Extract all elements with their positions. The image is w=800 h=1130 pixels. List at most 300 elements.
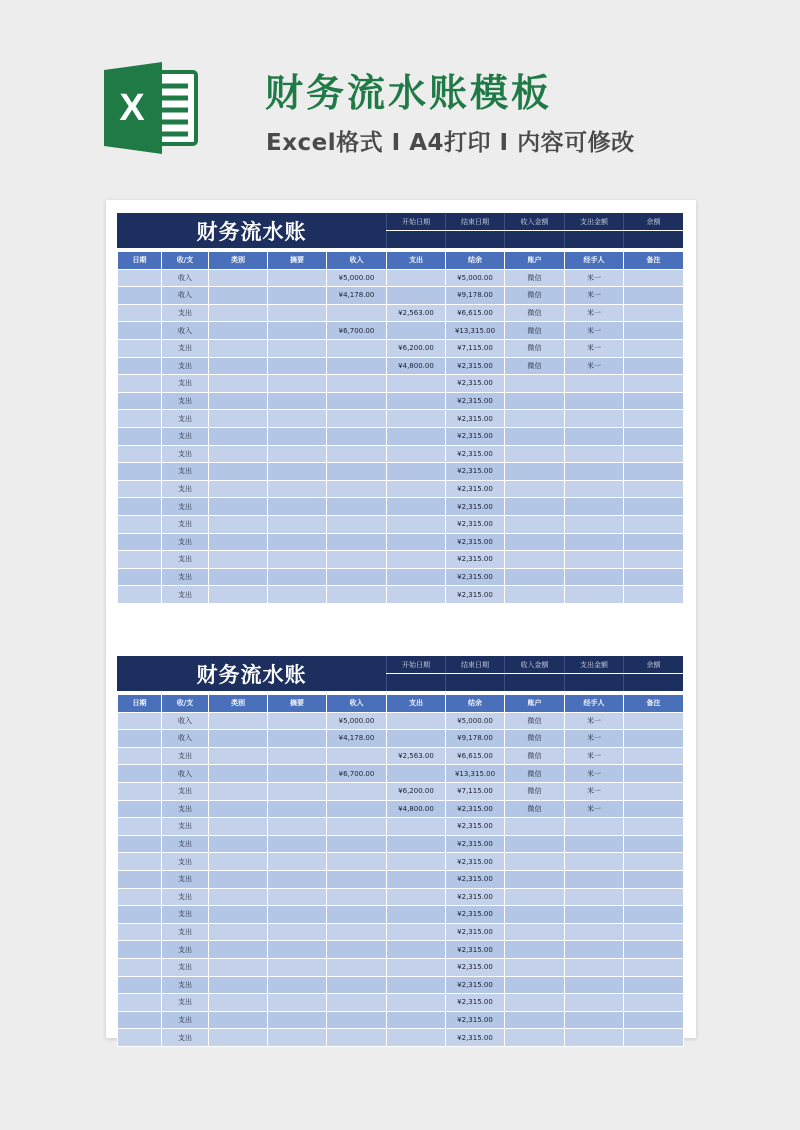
cell-handler[interactable] — [565, 976, 624, 994]
cell-summary[interactable] — [268, 782, 327, 800]
cell-type[interactable]: 支出 — [162, 357, 209, 375]
cell-account[interactable] — [505, 498, 565, 516]
cell-category[interactable] — [209, 287, 268, 305]
cell-handler[interactable] — [565, 818, 624, 836]
cell-expense[interactable] — [387, 480, 446, 498]
cell-income[interactable] — [327, 568, 387, 586]
cell-type[interactable]: 支出 — [162, 551, 209, 569]
cell-summary[interactable] — [268, 304, 327, 322]
cell-remark[interactable] — [624, 1029, 684, 1047]
cell-summary[interactable] — [268, 765, 327, 783]
cell-expense[interactable]: ¥6,200.00 — [387, 339, 446, 357]
cell-account[interactable] — [505, 445, 565, 463]
cell-summary[interactable] — [268, 818, 327, 836]
cell-balance[interactable]: ¥13,315.00 — [446, 765, 505, 783]
cell-handler[interactable] — [565, 923, 624, 941]
cell-category[interactable] — [209, 498, 268, 516]
cell-summary[interactable] — [268, 994, 327, 1012]
cell-account[interactable] — [505, 568, 565, 586]
cell-handler[interactable] — [565, 515, 624, 533]
cell-summary[interactable] — [268, 1011, 327, 1029]
cell-income[interactable] — [327, 375, 387, 393]
cell-remark[interactable] — [624, 976, 684, 994]
cell-balance[interactable]: ¥2,315.00 — [446, 498, 505, 516]
cell-handler[interactable] — [565, 427, 624, 445]
cell-date[interactable] — [118, 410, 162, 428]
cell-remark[interactable] — [624, 269, 684, 287]
cell-date[interactable] — [118, 730, 162, 748]
cell-type[interactable]: 支出 — [162, 800, 209, 818]
cell-expense[interactable] — [387, 410, 446, 428]
cell-date[interactable] — [118, 304, 162, 322]
cell-account[interactable]: 微信 — [505, 800, 565, 818]
cell-category[interactable] — [209, 765, 268, 783]
cell-remark[interactable] — [624, 712, 684, 730]
cell-balance[interactable]: ¥2,315.00 — [446, 800, 505, 818]
cell-account[interactable]: 微信 — [505, 730, 565, 748]
cell-income[interactable]: ¥5,000.00 — [327, 712, 387, 730]
cell-account[interactable] — [505, 906, 565, 924]
summary-value[interactable] — [445, 231, 504, 248]
cell-income[interactable]: ¥6,700.00 — [327, 322, 387, 340]
cell-balance[interactable]: ¥2,315.00 — [446, 941, 505, 959]
cell-handler[interactable]: 米一 — [565, 800, 624, 818]
cell-summary[interactable] — [268, 287, 327, 305]
cell-type[interactable]: 支出 — [162, 410, 209, 428]
cell-expense[interactable] — [387, 568, 446, 586]
cell-handler[interactable]: 米一 — [565, 712, 624, 730]
cell-account[interactable] — [505, 870, 565, 888]
cell-expense[interactable] — [387, 835, 446, 853]
cell-date[interactable] — [118, 586, 162, 604]
cell-balance[interactable]: ¥5,000.00 — [446, 712, 505, 730]
cell-type[interactable]: 支出 — [162, 1029, 209, 1047]
cell-balance[interactable]: ¥9,178.00 — [446, 730, 505, 748]
cell-account[interactable] — [505, 533, 565, 551]
cell-summary[interactable] — [268, 410, 327, 428]
cell-date[interactable] — [118, 551, 162, 569]
cell-date[interactable] — [118, 1029, 162, 1047]
cell-account[interactable] — [505, 1029, 565, 1047]
cell-expense[interactable] — [387, 392, 446, 410]
cell-income[interactable] — [327, 906, 387, 924]
cell-summary[interactable] — [268, 712, 327, 730]
cell-income[interactable] — [327, 976, 387, 994]
cell-date[interactable] — [118, 445, 162, 463]
cell-account[interactable] — [505, 976, 565, 994]
cell-account[interactable]: 微信 — [505, 765, 565, 783]
cell-expense[interactable] — [387, 870, 446, 888]
cell-income[interactable] — [327, 304, 387, 322]
cell-handler[interactable] — [565, 551, 624, 569]
cell-summary[interactable] — [268, 730, 327, 748]
cell-summary[interactable] — [268, 463, 327, 481]
cell-handler[interactable] — [565, 1011, 624, 1029]
cell-handler[interactable] — [565, 463, 624, 481]
cell-remark[interactable] — [624, 322, 684, 340]
cell-remark[interactable] — [624, 994, 684, 1012]
cell-summary[interactable] — [268, 1029, 327, 1047]
cell-type[interactable]: 支出 — [162, 498, 209, 516]
cell-handler[interactable]: 米一 — [565, 322, 624, 340]
cell-handler[interactable] — [565, 392, 624, 410]
cell-date[interactable] — [118, 941, 162, 959]
cell-type[interactable]: 收入 — [162, 322, 209, 340]
cell-account[interactable]: 微信 — [505, 747, 565, 765]
cell-handler[interactable] — [565, 994, 624, 1012]
summary-value[interactable] — [623, 231, 683, 248]
cell-expense[interactable] — [387, 375, 446, 393]
cell-remark[interactable] — [624, 375, 684, 393]
cell-category[interactable] — [209, 906, 268, 924]
cell-date[interactable] — [118, 375, 162, 393]
cell-type[interactable]: 支出 — [162, 782, 209, 800]
cell-type[interactable]: 支出 — [162, 870, 209, 888]
cell-handler[interactable] — [565, 498, 624, 516]
cell-balance[interactable]: ¥2,315.00 — [446, 357, 505, 375]
cell-balance[interactable]: ¥2,315.00 — [446, 480, 505, 498]
cell-type[interactable]: 收入 — [162, 765, 209, 783]
cell-income[interactable] — [327, 923, 387, 941]
cell-expense[interactable] — [387, 463, 446, 481]
cell-income[interactable] — [327, 994, 387, 1012]
cell-account[interactable]: 微信 — [505, 287, 565, 305]
cell-handler[interactable] — [565, 906, 624, 924]
cell-remark[interactable] — [624, 392, 684, 410]
cell-summary[interactable] — [268, 941, 327, 959]
cell-income[interactable] — [327, 480, 387, 498]
cell-balance[interactable]: ¥2,315.00 — [446, 1029, 505, 1047]
cell-handler[interactable]: 米一 — [565, 765, 624, 783]
cell-balance[interactable]: ¥2,315.00 — [446, 870, 505, 888]
cell-date[interactable] — [118, 835, 162, 853]
cell-handler[interactable]: 米一 — [565, 287, 624, 305]
cell-expense[interactable] — [387, 994, 446, 1012]
cell-income[interactable]: ¥6,700.00 — [327, 765, 387, 783]
cell-expense[interactable] — [387, 498, 446, 516]
cell-income[interactable] — [327, 427, 387, 445]
cell-handler[interactable] — [565, 445, 624, 463]
summary-value[interactable] — [504, 674, 564, 691]
cell-balance[interactable]: ¥2,315.00 — [446, 551, 505, 569]
cell-income[interactable] — [327, 782, 387, 800]
cell-remark[interactable] — [624, 923, 684, 941]
cell-account[interactable] — [505, 375, 565, 393]
cell-date[interactable] — [118, 427, 162, 445]
cell-remark[interactable] — [624, 287, 684, 305]
cell-account[interactable] — [505, 888, 565, 906]
cell-category[interactable] — [209, 322, 268, 340]
cell-summary[interactable] — [268, 800, 327, 818]
cell-date[interactable] — [118, 287, 162, 305]
cell-summary[interactable] — [268, 480, 327, 498]
cell-account[interactable] — [505, 923, 565, 941]
cell-date[interactable] — [118, 515, 162, 533]
cell-balance[interactable]: ¥2,315.00 — [446, 463, 505, 481]
cell-type[interactable]: 支出 — [162, 818, 209, 836]
cell-summary[interactable] — [268, 445, 327, 463]
cell-remark[interactable] — [624, 551, 684, 569]
cell-income[interactable] — [327, 958, 387, 976]
cell-type[interactable]: 支出 — [162, 958, 209, 976]
cell-expense[interactable]: ¥2,563.00 — [387, 747, 446, 765]
cell-handler[interactable]: 米一 — [565, 304, 624, 322]
cell-category[interactable] — [209, 533, 268, 551]
cell-expense[interactable] — [387, 586, 446, 604]
cell-summary[interactable] — [268, 551, 327, 569]
cell-handler[interactable]: 米一 — [565, 339, 624, 357]
cell-expense[interactable]: ¥6,200.00 — [387, 782, 446, 800]
cell-category[interactable] — [209, 941, 268, 959]
cell-account[interactable]: 微信 — [505, 782, 565, 800]
cell-date[interactable] — [118, 533, 162, 551]
cell-balance[interactable]: ¥2,315.00 — [446, 835, 505, 853]
cell-date[interactable] — [118, 782, 162, 800]
cell-category[interactable] — [209, 976, 268, 994]
cell-date[interactable] — [118, 906, 162, 924]
cell-type[interactable]: 收入 — [162, 730, 209, 748]
summary-value[interactable] — [445, 674, 504, 691]
cell-expense[interactable] — [387, 765, 446, 783]
cell-balance[interactable]: ¥2,315.00 — [446, 1011, 505, 1029]
cell-expense[interactable] — [387, 551, 446, 569]
cell-income[interactable]: ¥4,178.00 — [327, 730, 387, 748]
cell-handler[interactable] — [565, 941, 624, 959]
cell-remark[interactable] — [624, 853, 684, 871]
cell-category[interactable] — [209, 304, 268, 322]
cell-balance[interactable]: ¥2,315.00 — [446, 515, 505, 533]
cell-category[interactable] — [209, 888, 268, 906]
cell-account[interactable] — [505, 941, 565, 959]
cell-category[interactable] — [209, 392, 268, 410]
cell-remark[interactable] — [624, 515, 684, 533]
cell-date[interactable] — [118, 818, 162, 836]
cell-remark[interactable] — [624, 941, 684, 959]
cell-balance[interactable]: ¥2,315.00 — [446, 976, 505, 994]
cell-handler[interactable]: 米一 — [565, 730, 624, 748]
cell-summary[interactable] — [268, 515, 327, 533]
cell-account[interactable]: 微信 — [505, 269, 565, 287]
cell-income[interactable] — [327, 586, 387, 604]
cell-expense[interactable] — [387, 1029, 446, 1047]
cell-handler[interactable] — [565, 835, 624, 853]
cell-income[interactable] — [327, 410, 387, 428]
cell-handler[interactable] — [565, 853, 624, 871]
cell-type[interactable]: 支出 — [162, 906, 209, 924]
cell-expense[interactable] — [387, 853, 446, 871]
cell-summary[interactable] — [268, 533, 327, 551]
cell-income[interactable] — [327, 870, 387, 888]
cell-income[interactable] — [327, 1029, 387, 1047]
cell-category[interactable] — [209, 445, 268, 463]
cell-type[interactable]: 支出 — [162, 853, 209, 871]
cell-remark[interactable] — [624, 747, 684, 765]
cell-income[interactable] — [327, 888, 387, 906]
cell-summary[interactable] — [268, 976, 327, 994]
cell-account[interactable] — [505, 853, 565, 871]
cell-remark[interactable] — [624, 445, 684, 463]
cell-remark[interactable] — [624, 304, 684, 322]
cell-type[interactable]: 支出 — [162, 463, 209, 481]
cell-summary[interactable] — [268, 498, 327, 516]
cell-expense[interactable] — [387, 976, 446, 994]
cell-category[interactable] — [209, 853, 268, 871]
cell-category[interactable] — [209, 269, 268, 287]
cell-balance[interactable]: ¥2,315.00 — [446, 818, 505, 836]
cell-remark[interactable] — [624, 782, 684, 800]
cell-remark[interactable] — [624, 800, 684, 818]
cell-income[interactable]: ¥5,000.00 — [327, 269, 387, 287]
cell-type[interactable]: 收入 — [162, 712, 209, 730]
cell-handler[interactable] — [565, 1029, 624, 1047]
summary-value[interactable] — [504, 231, 564, 248]
cell-remark[interactable] — [624, 410, 684, 428]
cell-remark[interactable] — [624, 533, 684, 551]
cell-date[interactable] — [118, 498, 162, 516]
cell-category[interactable] — [209, 427, 268, 445]
cell-type[interactable]: 支出 — [162, 427, 209, 445]
cell-date[interactable] — [118, 357, 162, 375]
cell-expense[interactable] — [387, 533, 446, 551]
summary-value[interactable] — [386, 674, 445, 691]
cell-expense[interactable]: ¥4,800.00 — [387, 800, 446, 818]
cell-balance[interactable]: ¥9,178.00 — [446, 287, 505, 305]
cell-remark[interactable] — [624, 498, 684, 516]
cell-date[interactable] — [118, 1011, 162, 1029]
cell-balance[interactable]: ¥2,315.00 — [446, 853, 505, 871]
cell-balance[interactable]: ¥2,315.00 — [446, 392, 505, 410]
cell-type[interactable]: 支出 — [162, 888, 209, 906]
summary-value[interactable] — [386, 231, 445, 248]
cell-category[interactable] — [209, 923, 268, 941]
cell-account[interactable]: 微信 — [505, 712, 565, 730]
cell-balance[interactable]: ¥2,315.00 — [446, 994, 505, 1012]
cell-account[interactable]: 微信 — [505, 339, 565, 357]
cell-balance[interactable]: ¥2,315.00 — [446, 427, 505, 445]
cell-account[interactable] — [505, 835, 565, 853]
summary-value[interactable] — [623, 674, 683, 691]
cell-income[interactable] — [327, 551, 387, 569]
cell-type[interactable]: 支出 — [162, 392, 209, 410]
cell-remark[interactable] — [624, 870, 684, 888]
cell-balance[interactable]: ¥7,115.00 — [446, 782, 505, 800]
cell-remark[interactable] — [624, 818, 684, 836]
summary-value[interactable] — [564, 674, 623, 691]
cell-income[interactable] — [327, 853, 387, 871]
cell-remark[interactable] — [624, 586, 684, 604]
cell-handler[interactable]: 米一 — [565, 357, 624, 375]
cell-type[interactable]: 收入 — [162, 269, 209, 287]
cell-remark[interactable] — [624, 480, 684, 498]
cell-account[interactable] — [505, 994, 565, 1012]
cell-summary[interactable] — [268, 357, 327, 375]
cell-category[interactable] — [209, 1011, 268, 1029]
cell-balance[interactable]: ¥6,615.00 — [446, 304, 505, 322]
cell-account[interactable] — [505, 515, 565, 533]
cell-category[interactable] — [209, 551, 268, 569]
cell-summary[interactable] — [268, 586, 327, 604]
cell-account[interactable] — [505, 551, 565, 569]
cell-remark[interactable] — [624, 958, 684, 976]
cell-remark[interactable] — [624, 730, 684, 748]
cell-income[interactable] — [327, 800, 387, 818]
cell-category[interactable] — [209, 800, 268, 818]
cell-type[interactable]: 支出 — [162, 375, 209, 393]
cell-category[interactable] — [209, 357, 268, 375]
cell-balance[interactable]: ¥6,615.00 — [446, 747, 505, 765]
cell-summary[interactable] — [268, 923, 327, 941]
cell-expense[interactable] — [387, 941, 446, 959]
cell-date[interactable] — [118, 958, 162, 976]
cell-type[interactable]: 支出 — [162, 835, 209, 853]
cell-handler[interactable]: 米一 — [565, 747, 624, 765]
cell-type[interactable]: 支出 — [162, 976, 209, 994]
cell-summary[interactable] — [268, 375, 327, 393]
cell-remark[interactable] — [624, 906, 684, 924]
cell-category[interactable] — [209, 463, 268, 481]
cell-summary[interactable] — [268, 958, 327, 976]
cell-expense[interactable] — [387, 287, 446, 305]
cell-balance[interactable]: ¥7,115.00 — [446, 339, 505, 357]
cell-expense[interactable] — [387, 445, 446, 463]
cell-category[interactable] — [209, 1029, 268, 1047]
cell-category[interactable] — [209, 730, 268, 748]
cell-expense[interactable] — [387, 269, 446, 287]
cell-remark[interactable] — [624, 835, 684, 853]
cell-balance[interactable]: ¥2,315.00 — [446, 410, 505, 428]
cell-date[interactable] — [118, 994, 162, 1012]
cell-income[interactable] — [327, 392, 387, 410]
cell-balance[interactable]: ¥2,315.00 — [446, 923, 505, 941]
cell-type[interactable]: 收入 — [162, 287, 209, 305]
cell-type[interactable]: 支出 — [162, 747, 209, 765]
cell-income[interactable] — [327, 498, 387, 516]
cell-balance[interactable]: ¥2,315.00 — [446, 375, 505, 393]
cell-balance[interactable]: ¥2,315.00 — [446, 533, 505, 551]
cell-date[interactable] — [118, 923, 162, 941]
cell-handler[interactable]: 米一 — [565, 782, 624, 800]
cell-category[interactable] — [209, 835, 268, 853]
cell-balance[interactable]: ¥2,315.00 — [446, 586, 505, 604]
cell-handler[interactable] — [565, 958, 624, 976]
cell-account[interactable] — [505, 410, 565, 428]
cell-handler[interactable] — [565, 533, 624, 551]
cell-category[interactable] — [209, 339, 268, 357]
cell-type[interactable]: 支出 — [162, 445, 209, 463]
cell-type[interactable]: 支出 — [162, 1011, 209, 1029]
cell-expense[interactable] — [387, 712, 446, 730]
cell-account[interactable] — [505, 392, 565, 410]
cell-summary[interactable] — [268, 835, 327, 853]
cell-expense[interactable] — [387, 322, 446, 340]
cell-type[interactable]: 支出 — [162, 515, 209, 533]
cell-account[interactable]: 微信 — [505, 304, 565, 322]
cell-remark[interactable] — [624, 765, 684, 783]
cell-handler[interactable] — [565, 480, 624, 498]
cell-income[interactable] — [327, 941, 387, 959]
cell-date[interactable] — [118, 568, 162, 586]
cell-summary[interactable] — [268, 853, 327, 871]
cell-account[interactable]: 微信 — [505, 357, 565, 375]
cell-date[interactable] — [118, 765, 162, 783]
cell-remark[interactable] — [624, 888, 684, 906]
cell-account[interactable] — [505, 586, 565, 604]
cell-balance[interactable]: ¥2,315.00 — [446, 445, 505, 463]
cell-type[interactable]: 支出 — [162, 941, 209, 959]
cell-date[interactable] — [118, 800, 162, 818]
cell-date[interactable] — [118, 888, 162, 906]
cell-handler[interactable] — [565, 410, 624, 428]
